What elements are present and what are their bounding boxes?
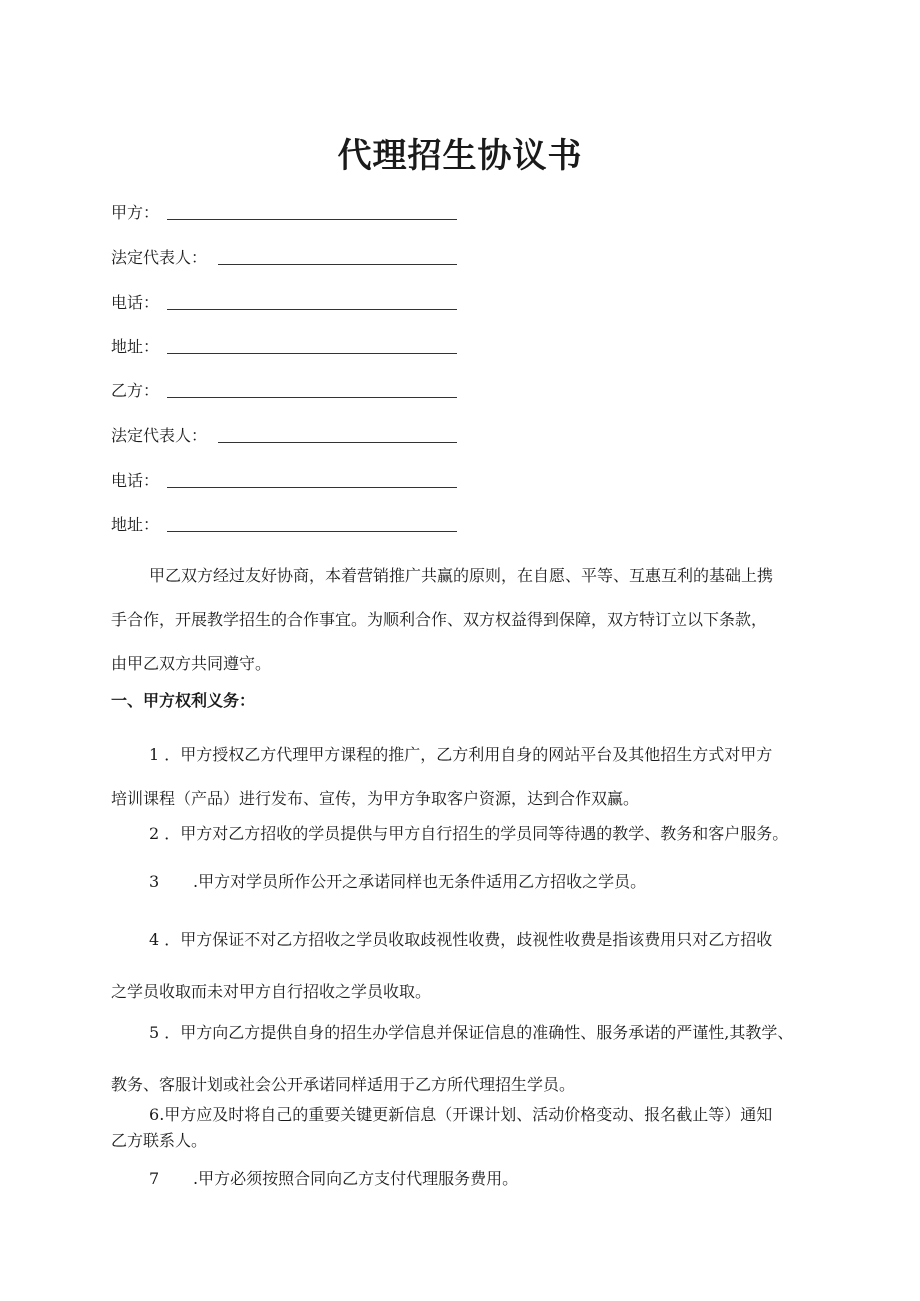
intro-paragraph: [111, 554, 823, 686]
intro-line: 手合作，开展教学招生的合作事宜。为顺利合作、双方权益得到保障，双方特订立以下条款，: [111, 610, 768, 629]
party-a-address-label: 地址：: [111, 337, 160, 356]
clause-text: ．甲方向乙方提供自身的招生办学信息并保证信息的准确性、服务承诺的严谨性,其教学、: [164, 1023, 794, 1042]
clause-text: .甲方对学员所作公开之承诺同样也无条件适用乙方招收之学员。: [193, 872, 647, 891]
party-a-label: 甲方：: [111, 203, 160, 222]
clause-4: [111, 914, 823, 1018]
party-b-blank-line: [167, 397, 457, 398]
party-b-address-blank-line: [167, 531, 457, 532]
party-b-representative-label: 法定代表人：: [111, 426, 208, 445]
party-b-phone-label: 电话：: [111, 471, 160, 490]
intro-line: 甲乙双方经过友好协商，本着营销推广共赢的原则，在自愿、平等、互惠互利的基础上携: [149, 566, 774, 585]
party-b-representative-blank-line: [218, 442, 457, 443]
clause-2: [111, 821, 823, 847]
party-a-phone-field: [111, 291, 159, 315]
party-b-representative-field: [111, 424, 207, 448]
clause-number: 7: [149, 1169, 160, 1188]
clause-number: 5: [149, 1023, 160, 1042]
clause-text: 培训课程（产品）进行发布、宣传，为甲方争取客户资源，达到合作双赢。: [111, 789, 640, 808]
party-a-field: [111, 201, 159, 225]
party-b-address-label: 地址：: [111, 515, 160, 534]
clause-text: 教务、客服计划或社会公开承诺同样适用于乙方所代理招生学员。: [111, 1075, 576, 1094]
clause-number: 1: [149, 745, 160, 764]
party-b-phone-field: [111, 469, 159, 493]
clause-text: .甲方必须按照合同向乙方支付代理服务费用。: [193, 1169, 519, 1188]
party-a-representative-blank-line: [218, 264, 457, 265]
section-heading: 一、甲方权利义务：: [111, 691, 256, 710]
clause-5: [111, 1007, 823, 1111]
party-a-blank-line: [167, 219, 457, 220]
clause-3: [111, 869, 823, 895]
party-a-representative-label: 法定代表人：: [111, 248, 208, 267]
party-a-phone-label: 电话：: [111, 293, 160, 312]
party-a-address-field: [111, 335, 159, 359]
clause-text: ．甲方对乙方招收的学员提供与甲方自行招生的学员同等待遇的教学、教务和客户服务。: [164, 824, 789, 843]
party-a-address-blank-line: [167, 353, 457, 354]
clause-number: 2: [149, 824, 160, 843]
party-b-address-field: [111, 513, 159, 537]
clause-text: ．甲方授权乙方代理甲方课程的推广，乙方利用自身的网站平台及其他招生方式对甲方: [164, 745, 773, 764]
party-a-representative-field: [111, 246, 207, 270]
clause-text: ．甲方保证不对乙方招收之学员收取歧视性收费，歧视性收费是指该费用只对乙方招收: [164, 930, 773, 949]
clause-7: [111, 1166, 823, 1192]
party-b-phone-blank-line: [167, 487, 457, 488]
party-b-label: 乙方：: [111, 381, 160, 400]
party-a-phone-blank-line: [167, 309, 457, 310]
clause-text: 乙方联系人。: [111, 1131, 208, 1150]
document-title: 代理招生协议书: [337, 136, 583, 176]
clause-number: 6: [149, 1105, 160, 1124]
clause-number: 4: [149, 930, 160, 949]
clause-number: 3: [149, 872, 160, 891]
clause-1: [111, 733, 823, 821]
clause-text: .甲方应及时将自己的重要关键更新信息（开课计划、活动价格变动、报名截止等）通知: [159, 1105, 773, 1124]
intro-line: 由甲乙双方共同遵守。: [111, 654, 272, 673]
party-b-field: [111, 379, 159, 403]
clause-6: [111, 1102, 823, 1154]
clause-text: 之学员收取而未对甲方自行招收之学员收取。: [111, 982, 432, 1001]
